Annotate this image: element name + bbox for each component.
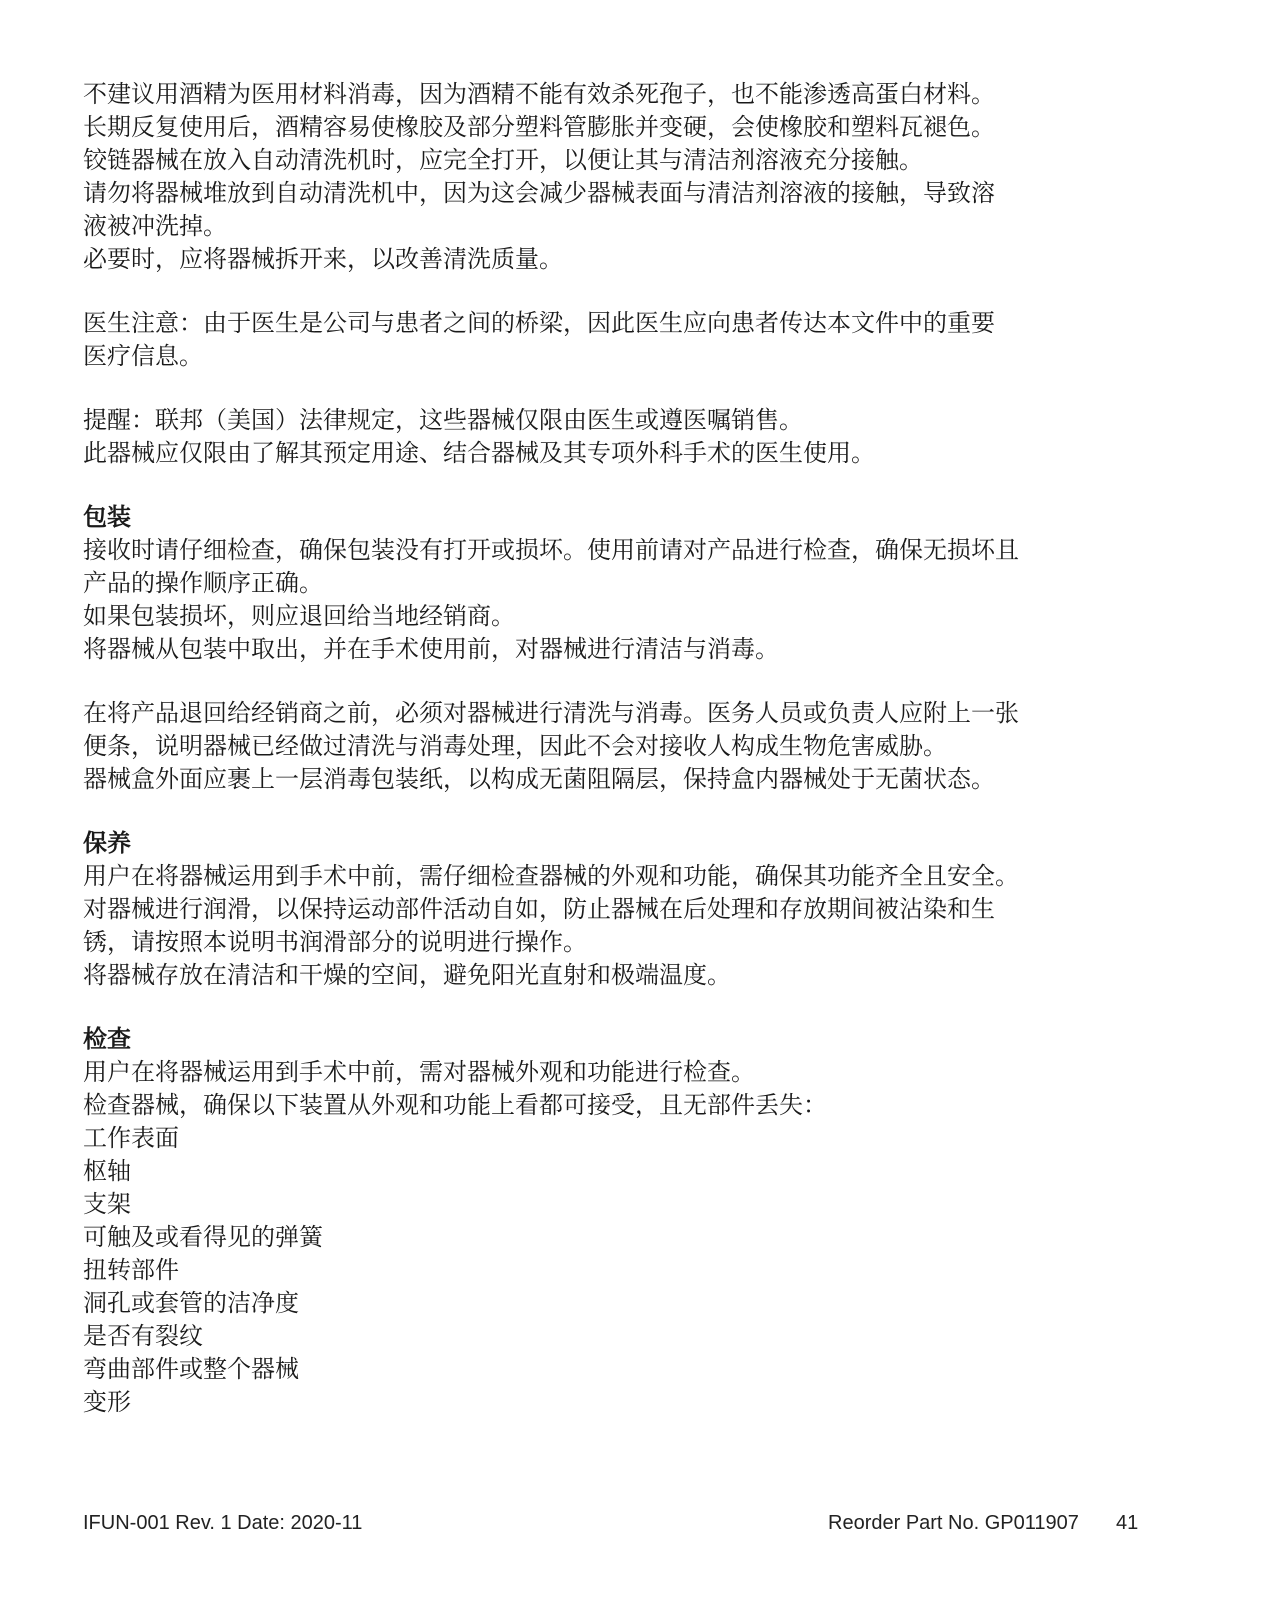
body-line: 请勿将器械堆放到自动清洗机中，因为这会减少器械表面与清洁剂溶液的接触，导致溶 xyxy=(83,179,995,207)
section-caution xyxy=(83,404,1178,470)
section-heading: 包装 xyxy=(83,503,131,531)
body-line: 产品的操作顺序正确。 xyxy=(83,569,323,597)
section-cleaning-notes xyxy=(83,78,1178,276)
body-line: 长期反复使用后，酒精容易使橡胶及部分塑料管膨胀并变硬，会使橡胶和塑料瓦褪色。 xyxy=(83,113,995,141)
body-line: 不建议用酒精为医用材料消毒，因为酒精不能有效杀死孢子，也不能渗透高蛋白材料。 xyxy=(83,80,995,108)
body-line: 对器械进行润滑，以保持运动部件活动自如，防止器械在后处理和存放期间被沾染和生 xyxy=(83,895,995,923)
body-line: 提醒：联邦（美国）法律规定，这些器械仅限由医生或遵医嘱销售。 xyxy=(83,406,803,434)
body-line: 用户在将器械运用到手术中前，需仔细检查器械的外观和功能，确保其功能齐全且安全。 xyxy=(83,862,1019,890)
list-item: 工作表面 xyxy=(83,1124,179,1152)
section-inspection xyxy=(83,1023,1178,1419)
list-item: 变形 xyxy=(83,1388,131,1416)
footer-page-number: 41 xyxy=(1116,1512,1139,1534)
body-line: 接收时请仔细检查，确保包装没有打开或损坏。使用前请对产品进行检查，确保无损坏且 xyxy=(83,536,1019,564)
list-item: 弯曲部件或整个器械 xyxy=(83,1355,299,1383)
body-line: 此器械应仅限由了解其预定用途、结合器械及其专项外科手术的医生使用。 xyxy=(83,439,875,467)
body-line: 铰链器械在放入自动清洗机时，应完全打开，以便让其与清洁剂溶液充分接触。 xyxy=(83,146,923,174)
body-line: 用户在将器械运用到手术中前，需对器械外观和功能进行检查。 xyxy=(83,1058,755,1086)
section-physician-note xyxy=(83,307,1178,373)
body-line: 便条，说明器械已经做过清洗与消毒处理，因此不会对接收人构成生物危害威胁。 xyxy=(83,732,947,760)
section-returns xyxy=(83,697,1178,796)
list-item: 支架 xyxy=(83,1190,131,1218)
section-packaging xyxy=(83,501,1178,666)
footer-reorder-number: Reorder Part No. GP011907 xyxy=(828,1512,1079,1534)
body-line: 液被冲洗掉。 xyxy=(83,212,227,240)
section-heading: 保养 xyxy=(83,829,131,857)
list-item: 可触及或看得见的弹簧 xyxy=(83,1223,323,1251)
body-line: 检查器械，确保以下装置从外观和功能上看都可接受，且无部件丢失： xyxy=(83,1091,827,1119)
body-line: 医疗信息。 xyxy=(83,342,203,370)
document-body xyxy=(83,78,1178,1450)
section-heading: 检查 xyxy=(83,1025,131,1053)
section-maintenance xyxy=(83,827,1178,992)
body-line: 必要时，应将器械拆开来，以改善清洗质量。 xyxy=(83,245,563,273)
list-item: 扭转部件 xyxy=(83,1256,179,1284)
footer-document-id: IFUN-001 Rev. 1 Date: 2020-11 xyxy=(83,1512,363,1534)
body-line: 如果包装损坏，则应退回给当地经销商。 xyxy=(83,602,515,630)
list-item: 是否有裂纹 xyxy=(83,1322,203,1350)
body-line: 在将产品退回给经销商之前，必须对器械进行清洗与消毒。医务人员或负责人应附上一张 xyxy=(83,699,1019,727)
body-line: 将器械从包装中取出，并在手术使用前，对器械进行清洁与消毒。 xyxy=(83,635,779,663)
body-line: 医生注意：由于医生是公司与患者之间的桥梁，因此医生应向患者传达本文件中的重要 xyxy=(83,309,995,337)
body-line: 锈，请按照本说明书润滑部分的说明进行操作。 xyxy=(83,928,587,956)
body-line: 器械盒外面应裹上一层消毒包装纸，以构成无菌阻隔层，保持盒内器械处于无菌状态。 xyxy=(83,765,995,793)
list-item: 枢轴 xyxy=(83,1157,131,1185)
list-item: 洞孔或套管的洁净度 xyxy=(83,1289,299,1317)
body-line: 将器械存放在清洁和干燥的空间，避免阳光直射和极端温度。 xyxy=(83,961,731,989)
